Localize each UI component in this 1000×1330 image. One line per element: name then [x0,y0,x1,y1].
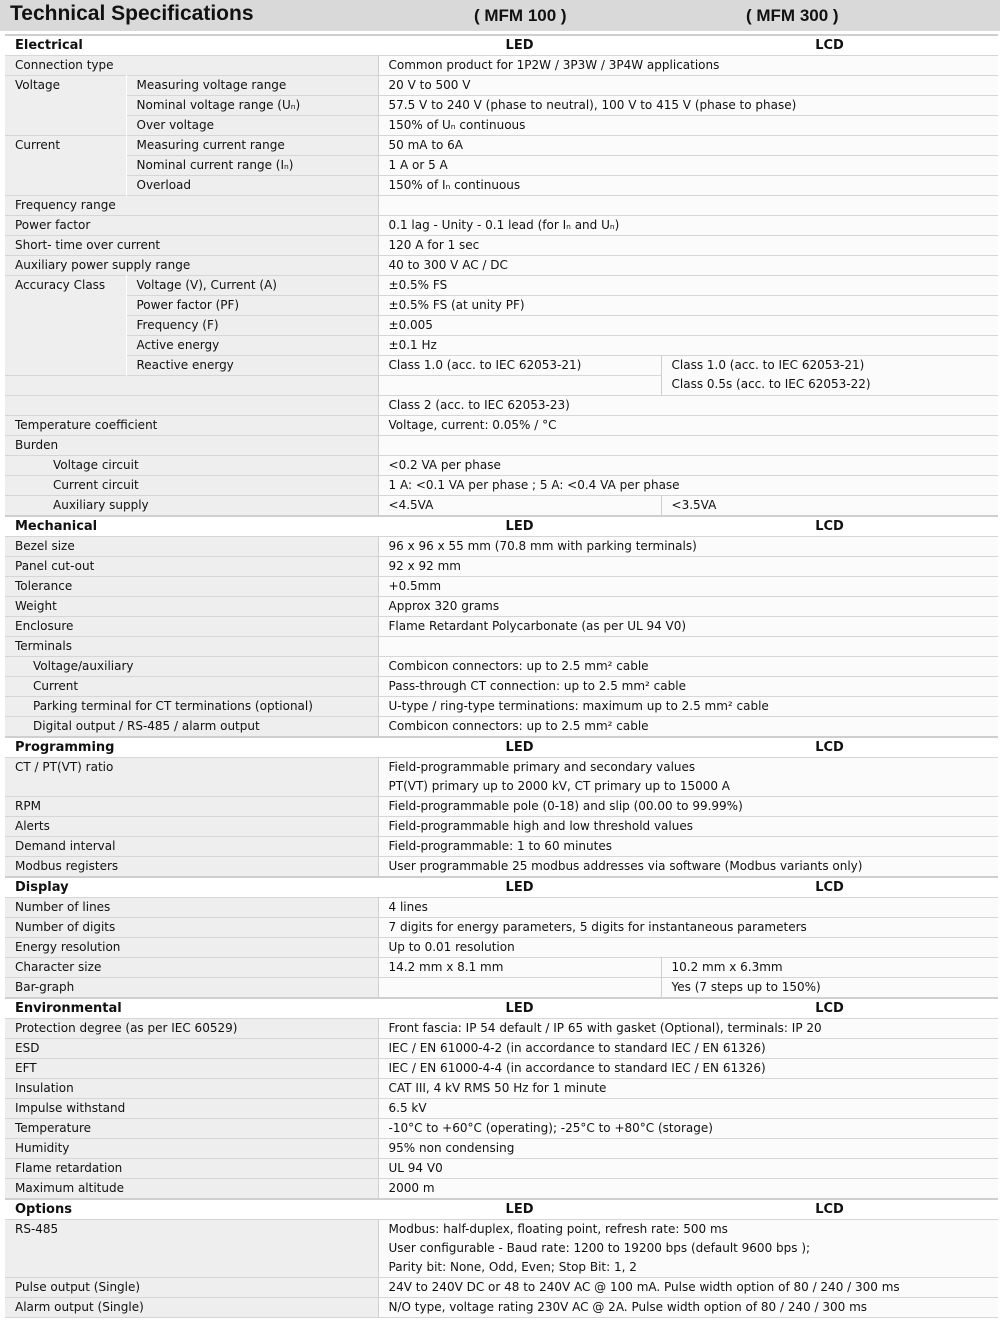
row-label: Short- time over current [5,236,378,256]
col-lcd-label: LCD [661,998,998,1019]
row-label: Alerts [5,817,378,837]
section-title: Environmental [5,998,378,1019]
row-value: 2000 m [378,1179,998,1200]
section-title: Programming [5,737,378,758]
row-label: Maximum altitude [5,1179,378,1200]
row-label: Flame retardation [5,1159,378,1179]
col-lcd-label: LCD [661,35,998,56]
row-value: ±0.5% FS (at unity PF) [378,296,998,316]
table-row [5,196,998,216]
row-label: Voltage circuit [5,456,378,476]
row-value: 150% of Iₙ continuous [378,176,998,196]
row-value-lcd: <3.5VA [661,496,998,517]
section-programming [5,737,998,758]
table-row [5,1298,998,1318]
row-value [378,196,998,216]
row-value: Voltage, current: 0.05% / °C [378,416,998,436]
table-row [5,1278,998,1298]
table-row [5,1139,998,1159]
row-value: Combicon connectors: up to 2.5 mm² cable [378,717,998,738]
row-value: 57.5 V to 240 V (phase to neutral), 100 V to 415 V (phase to phase) [378,96,998,116]
group-label: Voltage [5,76,126,136]
row-label: Auxiliary power supply range [5,256,378,276]
table-row [5,938,998,958]
row-label: Reactive energy [126,356,378,376]
row-value: 20 V to 500 V [378,76,998,96]
row-label: Over voltage [126,116,378,136]
table-row [5,617,998,637]
table-row [5,978,998,999]
row-label: Impulse withstand [5,1099,378,1119]
row-label: Parking terminal for CT terminations (optional) [5,697,378,717]
row-value [378,637,998,657]
col-lcd-label: LCD [661,737,998,758]
row-label: Alarm output (Single) [5,1298,378,1318]
col-lcd-label: LCD [661,516,998,537]
row-label: Panel cut-out [5,557,378,577]
table-row [5,537,998,557]
row-label [5,396,378,416]
row-label: Nominal voltage range (Uₙ) [126,96,378,116]
row-value: 24V to 240V DC or 48 to 240V AC @ 100 mA. Pulse width option of 80 / 240 / 300 ms [378,1278,998,1298]
table-row [5,1099,998,1119]
row-value: Front fascia: IP 54 default / IP 65 with gasket (Optional), terminals: IP 20 [378,1019,998,1039]
row-value: CAT III, 4 kV RMS 50 Hz for 1 minute [378,1079,998,1099]
row-label: Weight [5,597,378,617]
section-environmental [5,998,998,1019]
table-row [5,797,998,817]
row-label: ESD [5,1039,378,1059]
row-value: Approx 320 grams [378,597,998,617]
col-lcd-label: LCD [661,1199,998,1220]
table-row [5,697,998,717]
row-value: Field-programmable pole (0-18) and slip (00.00 to 99.99%) [378,797,998,817]
row-label: Power factor [5,216,378,236]
row-label: Modbus registers [5,857,378,878]
section-title: Electrical [5,35,378,56]
value-line: Parity bit: None, Odd, Even; Stop Bit: 1, 2 [388,1260,637,1274]
row-label: Power factor (PF) [126,296,378,316]
row-label: Terminals [5,637,378,657]
table-row [5,1039,998,1059]
row-value-lcd [661,356,998,396]
row-label: Temperature [5,1119,378,1139]
row-value: 4 lines [378,898,998,918]
row-value [378,1220,998,1278]
row-label: EFT [5,1059,378,1079]
row-value: User programmable 25 modbus addresses via software (Modbus variants only) [378,857,998,878]
table-row [5,356,998,376]
row-value: 1 A: <0.1 VA per phase ; 5 A: <0.4 VA per phase [378,476,998,496]
row-value: ±0.5% FS [378,276,998,296]
row-value: N/O type, voltage rating 230V AC @ 2A. Pulse width option of 80 / 240 / 300 ms [378,1298,998,1318]
row-label: Protection degree (as per IEC 60529) [5,1019,378,1039]
table-row [5,657,998,677]
table-row [5,677,998,697]
table-row [5,857,998,878]
row-value: <0.2 VA per phase [378,456,998,476]
row-value: Common product for 1P2W / 3P3W / 3P4W applications [378,56,998,76]
table-row [5,1059,998,1079]
lcd-line: Class 0.5s (acc. to IEC 62053-22) [671,377,871,391]
row-label: Connection type [5,56,378,76]
section-mechanical [5,516,998,537]
table-row [5,597,998,617]
row-label: Demand interval [5,837,378,857]
row-value: Flame Retardant Polycarbonate (as per UL 94 V0) [378,617,998,637]
table-row [5,236,998,256]
row-value-led [378,978,661,999]
value-line: Modbus: half-duplex, floating point, refresh rate: 500 ms [388,1222,728,1236]
row-label: Measuring current range [126,136,378,156]
section-options [5,1199,998,1220]
row-label: Frequency range [5,196,378,216]
table-row [5,1079,998,1099]
row-label: Temperature coefficient [5,416,378,436]
row-label: Active energy [126,336,378,356]
section-title: Display [5,877,378,898]
table-row [5,96,998,116]
row-value [378,758,998,797]
table-row [5,116,998,136]
table-row [5,918,998,938]
col-led-label: LED [378,737,661,758]
table-row [5,837,998,857]
row-value-led: Class 1.0 (acc. to IEC 62053-21) [378,356,661,376]
row-label: Character size [5,958,378,978]
table-row [5,1159,998,1179]
row-label: Overload [126,176,378,196]
row-value [378,436,998,456]
col-led-label: LED [378,1199,661,1220]
table-row [5,156,998,176]
table-row [5,476,998,496]
spec-table [5,34,998,1318]
table-row [5,336,998,356]
value-line: User configurable - Baud rate: 1200 to 19200 bps (default 9600 bps ); [388,1241,811,1255]
row-value: 1 A or 5 A [378,156,998,176]
section-electrical [5,35,998,56]
table-row [5,256,998,276]
row-value: 96 x 96 x 55 mm (70.8 mm with parking terminals) [378,537,998,557]
value-line: Field-programmable primary and secondary values [388,760,696,774]
title-bar [0,0,1000,31]
table-row [5,958,998,978]
row-value: Field-programmable high and low threshold values [378,817,998,837]
row-value: UL 94 V0 [378,1159,998,1179]
group-label: Accuracy Class [5,276,126,376]
table-row [5,1179,998,1200]
col-led-label: LED [378,35,661,56]
col-led-label: LED [378,998,661,1019]
row-value: Pass-through CT connection: up to 2.5 mm² cable [378,677,998,697]
row-label: RPM [5,797,378,817]
section-display [5,877,998,898]
row-label: RS-485 [5,1220,378,1278]
row-value-led: <4.5VA [378,496,661,517]
row-value-led: 14.2 mm x 8.1 mm [378,958,661,978]
row-label: Voltage (V), Current (A) [126,276,378,296]
row-label: Number of lines [5,898,378,918]
row-value: Field-programmable: 1 to 60 minutes [378,837,998,857]
row-value: 40 to 300 V AC / DC [378,256,998,276]
row-label: Current circuit [5,476,378,496]
table-row [5,817,998,837]
table-row [5,316,998,336]
table-row [5,296,998,316]
table-row [5,276,998,296]
table-row [5,1019,998,1039]
row-value: 95% non condensing [378,1139,998,1159]
table-row [5,176,998,196]
row-label: Number of digits [5,918,378,938]
table-row [5,136,998,156]
row-label: Energy resolution [5,938,378,958]
row-label: Burden [5,436,378,456]
table-row [5,396,998,416]
row-label: Humidity [5,1139,378,1159]
section-title: Options [5,1199,378,1220]
row-value: Class 2 (acc. to IEC 62053-23) [378,396,998,416]
row-value-lcd: 10.2 mm x 6.3mm [661,958,998,978]
row-value: 7 digits for energy parameters, 5 digits for instantaneous parameters [378,918,998,938]
table-row [5,436,998,456]
row-value: U-type / ring-type terminations: maximum up to 2.5 mm² cable [378,697,998,717]
row-label: Measuring voltage range [126,76,378,96]
row-label: Current [5,677,378,697]
model-mfm300: ( MFM 300 ) [746,6,839,25]
table-row [5,216,998,236]
row-label: Tolerance [5,577,378,597]
table-row [5,456,998,476]
section-title: Mechanical [5,516,378,537]
row-value: 120 A for 1 sec [378,236,998,256]
row-label: Voltage/auxiliary [5,657,378,677]
row-value: Up to 0.01 resolution [378,938,998,958]
row-value: IEC / EN 61000-4-2 (in accordance to standard IEC / EN 61326) [378,1039,998,1059]
lcd-line: Class 1.0 (acc. to IEC 62053-21) [671,358,865,372]
row-value-led [378,376,661,396]
col-led-label: LED [378,877,661,898]
row-label: Bezel size [5,537,378,557]
table-row [5,1119,998,1139]
row-label: Frequency (F) [126,316,378,336]
row-label: Pulse output (Single) [5,1278,378,1298]
col-led-label: LED [378,516,661,537]
row-label: Auxiliary supply [5,496,378,517]
group-label: Current [5,136,126,196]
table-row [5,898,998,918]
model-mfm100: ( MFM 100 ) [474,6,567,25]
row-value: 0.1 lag - Unity - 0.1 lead (for Iₙ and Uₙ) [378,216,998,236]
table-row [5,557,998,577]
row-value-lcd: Yes (7 steps up to 150%) [661,978,998,999]
value-line: PT(VT) primary up to 2000 kV, CT primary up to 15000 A [388,779,731,793]
col-lcd-label: LCD [661,877,998,898]
table-row [5,637,998,657]
row-value: 50 mA to 6A [378,136,998,156]
row-value: 6.5 kV [378,1099,998,1119]
row-value: IEC / EN 61000-4-4 (in accordance to standard IEC / EN 61326) [378,1059,998,1079]
row-value: 92 x 92 mm [378,557,998,577]
row-label [5,376,378,396]
table-row [5,416,998,436]
table-row [5,76,998,96]
table-row [5,717,998,738]
table-row [5,496,998,517]
row-value: -10°C to +60°C (operating); -25°C to +80°C (storage) [378,1119,998,1139]
row-label: Enclosure [5,617,378,637]
row-value: Combicon connectors: up to 2.5 mm² cable [378,657,998,677]
table-row [5,577,998,597]
row-label: Insulation [5,1079,378,1099]
row-value: ±0.005 [378,316,998,336]
table-row [5,56,998,76]
row-value: 150% of Uₙ continuous [378,116,998,136]
table-row [5,1220,998,1278]
table-row [5,758,998,797]
row-label: CT / PT(VT) ratio [5,758,378,797]
row-label: Nominal current range (Iₙ) [126,156,378,176]
row-value: ±0.1 Hz [378,336,998,356]
page-title: Technical Specifications [10,2,254,25]
row-label: Bar-graph [5,978,378,999]
row-label: Digital output / RS-485 / alarm output [5,717,378,738]
row-value: +0.5mm [378,577,998,597]
